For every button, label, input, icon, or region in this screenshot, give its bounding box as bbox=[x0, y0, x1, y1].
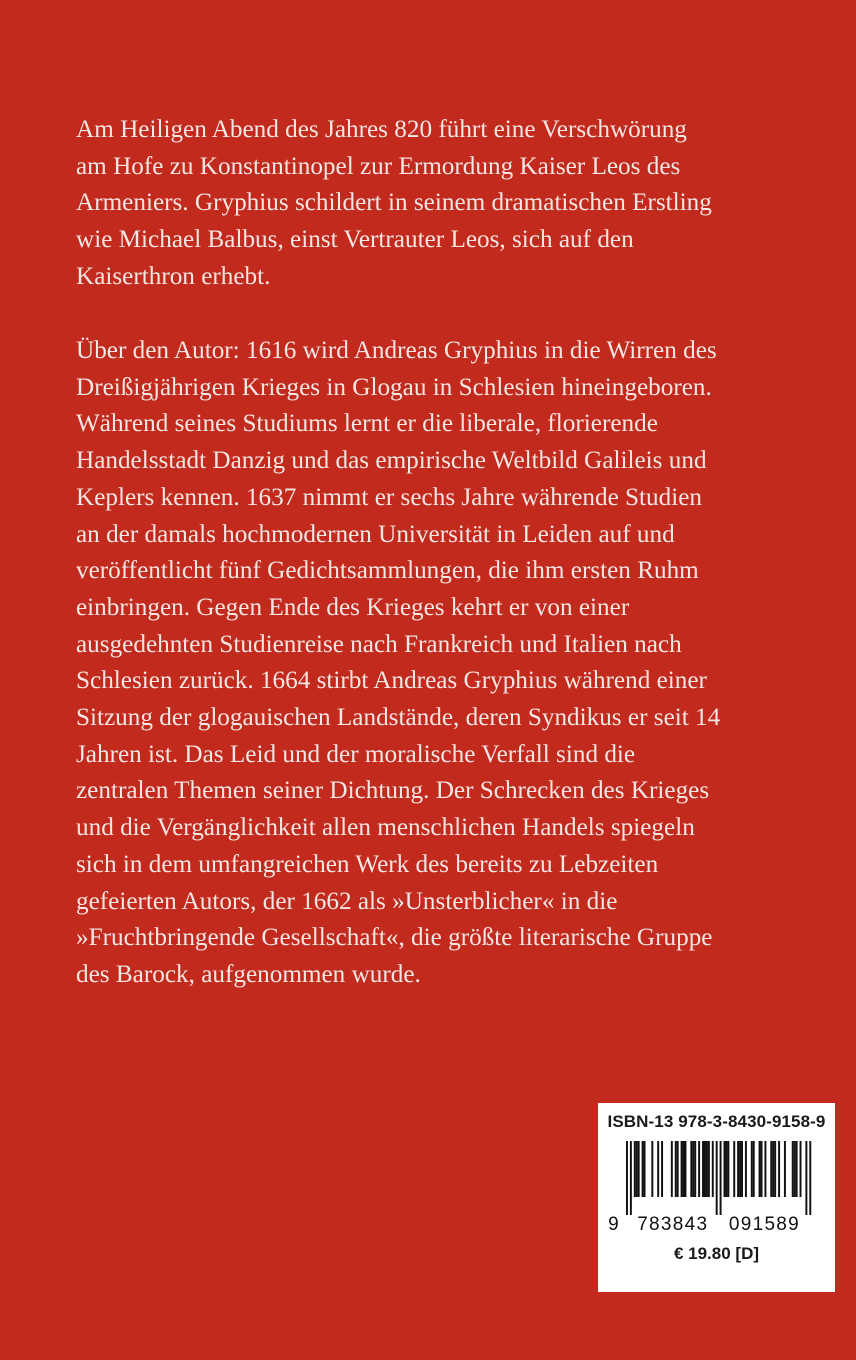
text-line: zentralen Themen seiner Dichtung. Der Schrecken des Krieges bbox=[76, 777, 710, 805]
barcode-bar bbox=[634, 1141, 636, 1197]
text-line: »Fruchtbringende Gesellschaft«, die größte literarische Gruppe bbox=[76, 924, 713, 952]
barcode-bar bbox=[642, 1141, 644, 1197]
barcode-bar bbox=[724, 1141, 726, 1197]
barcode-bar bbox=[739, 1141, 741, 1197]
barcode-bar bbox=[800, 1141, 802, 1197]
text-line: Schlesien zurück. 1664 stirbt Andreas Gryphius während einer bbox=[76, 667, 707, 695]
text-line: Keplers kennen. 1637 nimmt er sechs Jahre währende Studien bbox=[76, 483, 703, 511]
text-line: des Barock, aufgenommen wurde. bbox=[76, 960, 421, 988]
barcode-bar bbox=[764, 1141, 766, 1197]
barcode-bar bbox=[759, 1141, 761, 1197]
text-line: Jahren ist. Das Leid und der moralische Verfall sind die bbox=[76, 740, 636, 768]
text-line: veröffentlicht fünf Gedichtsammlungen, die ihm ersten Ruhm bbox=[76, 557, 699, 585]
text-line: Während seines Studiums lernt er die liberale, florierende bbox=[76, 410, 658, 438]
barcode-bar bbox=[692, 1141, 694, 1197]
barcode-bar bbox=[644, 1141, 646, 1197]
text-line: sich in dem umfangreichen Werk des bereits zu Lebzeiten bbox=[76, 850, 659, 878]
barcode-bar bbox=[698, 1141, 700, 1197]
barcode-digits: 9 bbox=[608, 1214, 620, 1235]
barcode-bar bbox=[626, 1141, 628, 1215]
barcode-bar bbox=[651, 1141, 653, 1197]
barcode-bar bbox=[675, 1141, 677, 1197]
blurb-paragraph-1 bbox=[76, 112, 836, 296]
barcode-bar bbox=[751, 1141, 753, 1197]
barcode-bar bbox=[630, 1141, 632, 1215]
isbn-label: ISBN-13 978-3-8430-9158-9 bbox=[607, 1112, 826, 1131]
barcode-bar bbox=[702, 1141, 704, 1197]
barcode-bar bbox=[661, 1141, 663, 1197]
barcode-bar bbox=[690, 1141, 692, 1197]
barcode-bar bbox=[809, 1141, 811, 1215]
barcode-bar bbox=[733, 1141, 735, 1197]
barcode-bar bbox=[784, 1141, 786, 1197]
text-line: Handelsstadt Danzig und das empirische Weltbild Galileis und bbox=[76, 447, 707, 475]
barcode-bar bbox=[720, 1141, 722, 1215]
barcode-bar bbox=[708, 1141, 710, 1197]
isbn-barcode-box bbox=[598, 1103, 835, 1292]
barcode-bar bbox=[716, 1141, 718, 1215]
barcode-bar bbox=[694, 1141, 696, 1197]
barcode-bar bbox=[636, 1141, 638, 1197]
barcode-bar bbox=[681, 1141, 683, 1197]
text-line: ausgedehnten Studienreise nach Frankreich und Italien nach bbox=[76, 630, 682, 658]
barcode-bar bbox=[727, 1141, 729, 1197]
barcode-bar bbox=[761, 1141, 763, 1197]
barcode-bar bbox=[638, 1141, 640, 1197]
barcode-bar bbox=[774, 1141, 776, 1197]
text-line: am Hofe zu Konstantinopel zur Ermordung Kaiser Leos des bbox=[76, 152, 681, 180]
barcode-bar bbox=[677, 1141, 679, 1197]
barcode-bar bbox=[737, 1141, 739, 1197]
barcode-bar bbox=[770, 1141, 772, 1197]
blurb-paragraph-2-about-author bbox=[76, 333, 836, 994]
barcode-bar bbox=[712, 1141, 714, 1197]
text-line: Armeniers. Gryphius schildert in seinem dramatischen Erstling bbox=[76, 189, 712, 217]
barcode-bar bbox=[772, 1141, 774, 1197]
text-line: Über den Autor: 1616 wird Andreas Gryphius in die Wirren des bbox=[76, 337, 717, 364]
barcode-digits: 091589 bbox=[728, 1214, 801, 1235]
price-label: € 19.80 [D] bbox=[673, 1244, 760, 1263]
barcode-bar bbox=[778, 1141, 780, 1197]
text-line: Dreißigjährigen Krieges in Glogau in Schlesien hineingeboren. bbox=[76, 373, 712, 401]
barcode-bar bbox=[753, 1141, 755, 1197]
barcode-bar bbox=[685, 1141, 687, 1197]
text-line: wie Michael Balbus, einst Vertrauter Leos, sich auf den bbox=[76, 226, 634, 254]
barcode-digits: 783843 bbox=[637, 1214, 709, 1235]
text-line: Sitzung der glogauischen Landstände, deren Syndikus er seit 14 bbox=[76, 704, 721, 732]
barcode-bar bbox=[671, 1141, 673, 1197]
text-line: Kaiserthron erhebt. bbox=[76, 262, 271, 290]
barcode-bar bbox=[683, 1141, 685, 1197]
barcode-bar bbox=[725, 1141, 727, 1197]
text-line: Am Heiligen Abend des Jahres 820 führt eine Verschwörung bbox=[76, 116, 687, 143]
barcode-bar bbox=[706, 1141, 708, 1197]
text-line: gefeierten Autors, der 1662 als »Unsterblicher« in die bbox=[76, 887, 618, 915]
text-line: und die Vergänglichkeit allen menschlichen Handels spiegeln bbox=[76, 814, 695, 842]
barcode-bar bbox=[805, 1141, 807, 1215]
barcode-bar bbox=[704, 1141, 706, 1197]
barcode-bar bbox=[657, 1141, 659, 1197]
barcode-bar bbox=[741, 1141, 743, 1197]
barcode-bar bbox=[745, 1141, 747, 1197]
text-line: an der damals hochmodernen Universität in Leiden auf und bbox=[76, 520, 675, 548]
barcode-bar bbox=[792, 1141, 794, 1197]
text-line: einbringen. Gegen Ende des Krieges kehrt er von einer bbox=[76, 593, 630, 621]
barcode-bar bbox=[794, 1141, 796, 1197]
barcode-bar bbox=[796, 1141, 798, 1197]
